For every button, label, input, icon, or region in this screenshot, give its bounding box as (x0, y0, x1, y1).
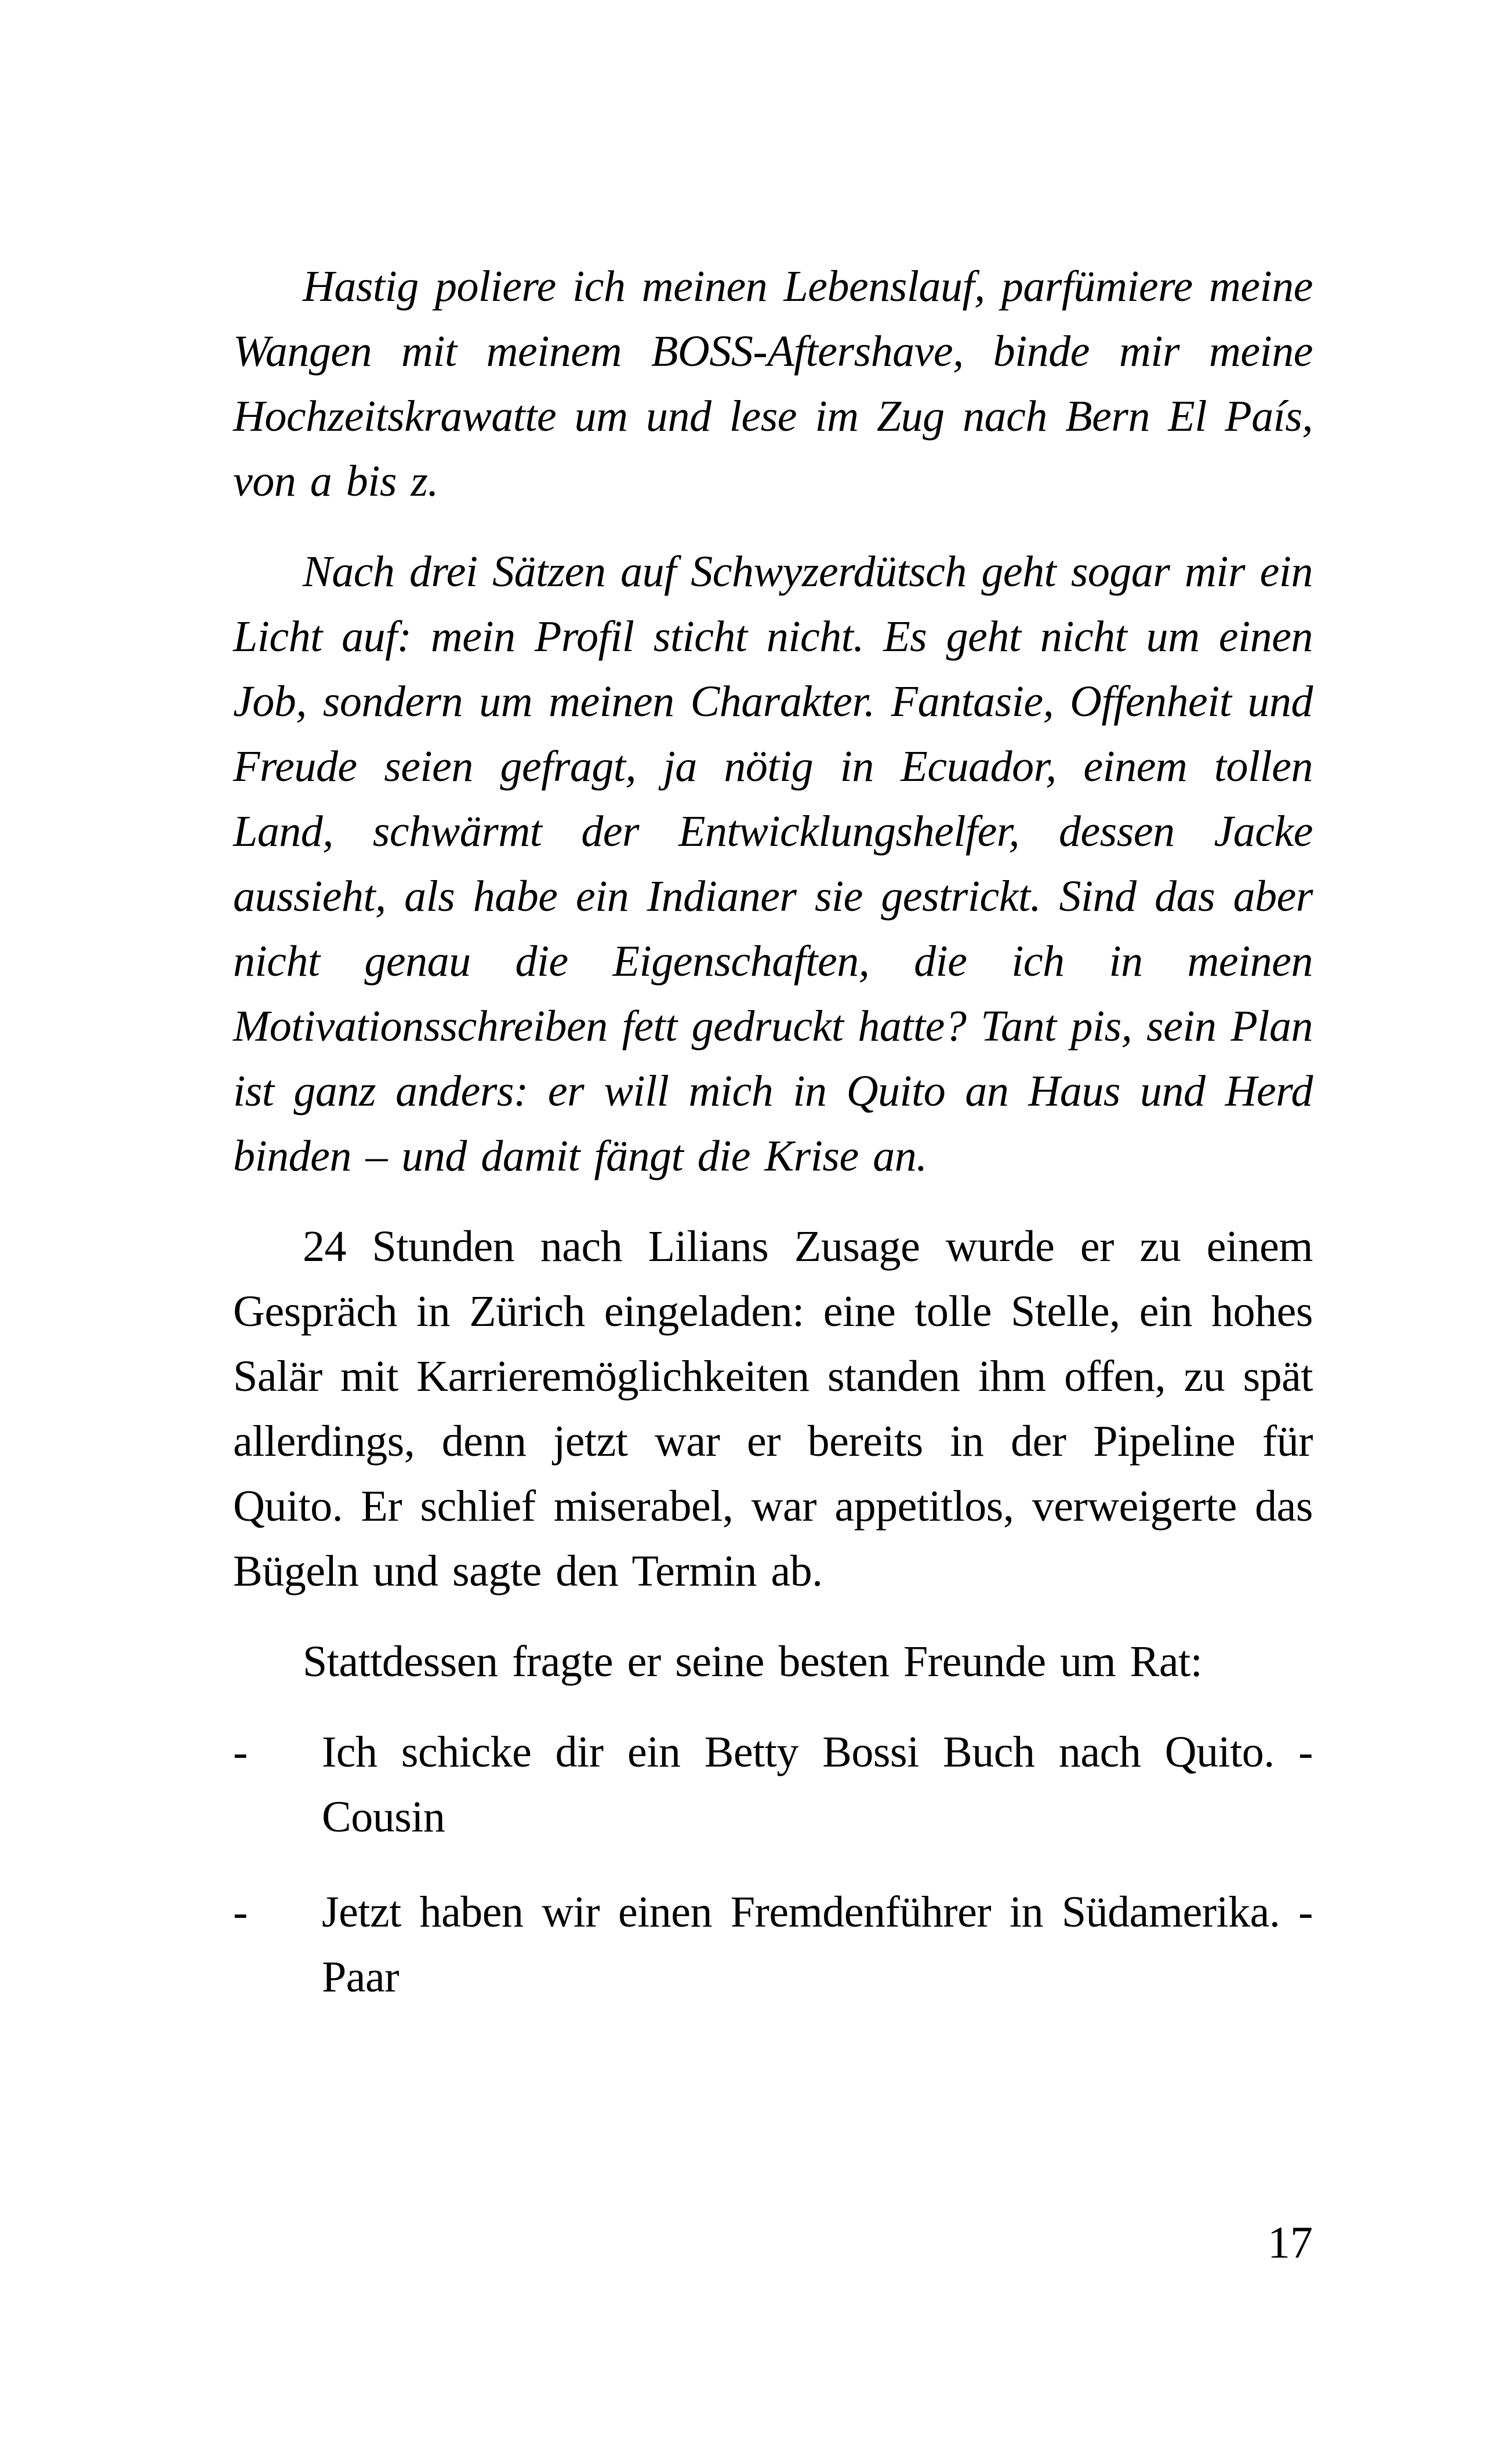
list-item (233, 1880, 1313, 2009)
paragraph-3: 24 Stunden nach Lilians Zusage wurde er zu einem Gespräch in Zürich eingeladen: eine tolle Stelle, ein hohes Salär mit Karrieremöglichkeiten standen ihm offen, zu spät allerdings, denn jetzt war er bereits in der Pipeline für Quito. Er schlief miserabel, war appetitlos, verweigerte das Bügeln und sagte den Termin ab. (233, 1222, 1313, 1596)
list-item (233, 1720, 1313, 1849)
list-item-text: Ich schicke dir ein Betty Bossi Buch nach Quito. - Cousin (322, 1728, 1313, 1841)
text-block (233, 254, 1313, 2040)
list-item-dash-marker: - (233, 1728, 248, 1776)
list-item-text: Jetzt haben wir einen Fremdenführer in Südamerika. - Paar (322, 1888, 1313, 2001)
paragraph-italic-1: Hastig poliere ich meinen Lebenslauf, parfümiere meine Wangen mit meinem BOSS-Aftershave, binde mir meine Hochzeitskrawatte um und lese im Zug nach Bern El País, von a bis z. (233, 262, 1313, 506)
list-item-dash-marker: - (233, 1888, 248, 1936)
advice-list (233, 1720, 1313, 2009)
page-number: 17 (1268, 2217, 1313, 2267)
paragraph-italic-2: Nach drei Sätzen auf Schwyzerdütsch geht sogar mir ein Licht auf: mein Profil sticht nicht. Es geht nicht um einen Job, sondern um meinen Charakter. Fantasie, Offenheit und Freude seien gefragt, ja nötig in Ecuador, einem tollen Land, schwärmt der Entwicklungshelfer, dessen Jacke aussieht, als habe ein Indianer sie gestrickt. Sind das aber nicht genau die Eigenschaften, die ich in meinen Motivationsschreiben fett gedruckt hatte? Tant pis, sein Plan ist ganz anders: er will mich in Quito an Haus und Herd binden – und damit fängt die Krise an. (233, 547, 1313, 1180)
paragraph-4: Stattdessen fragte er seine besten Freunde um Rat: (303, 1637, 1203, 1686)
